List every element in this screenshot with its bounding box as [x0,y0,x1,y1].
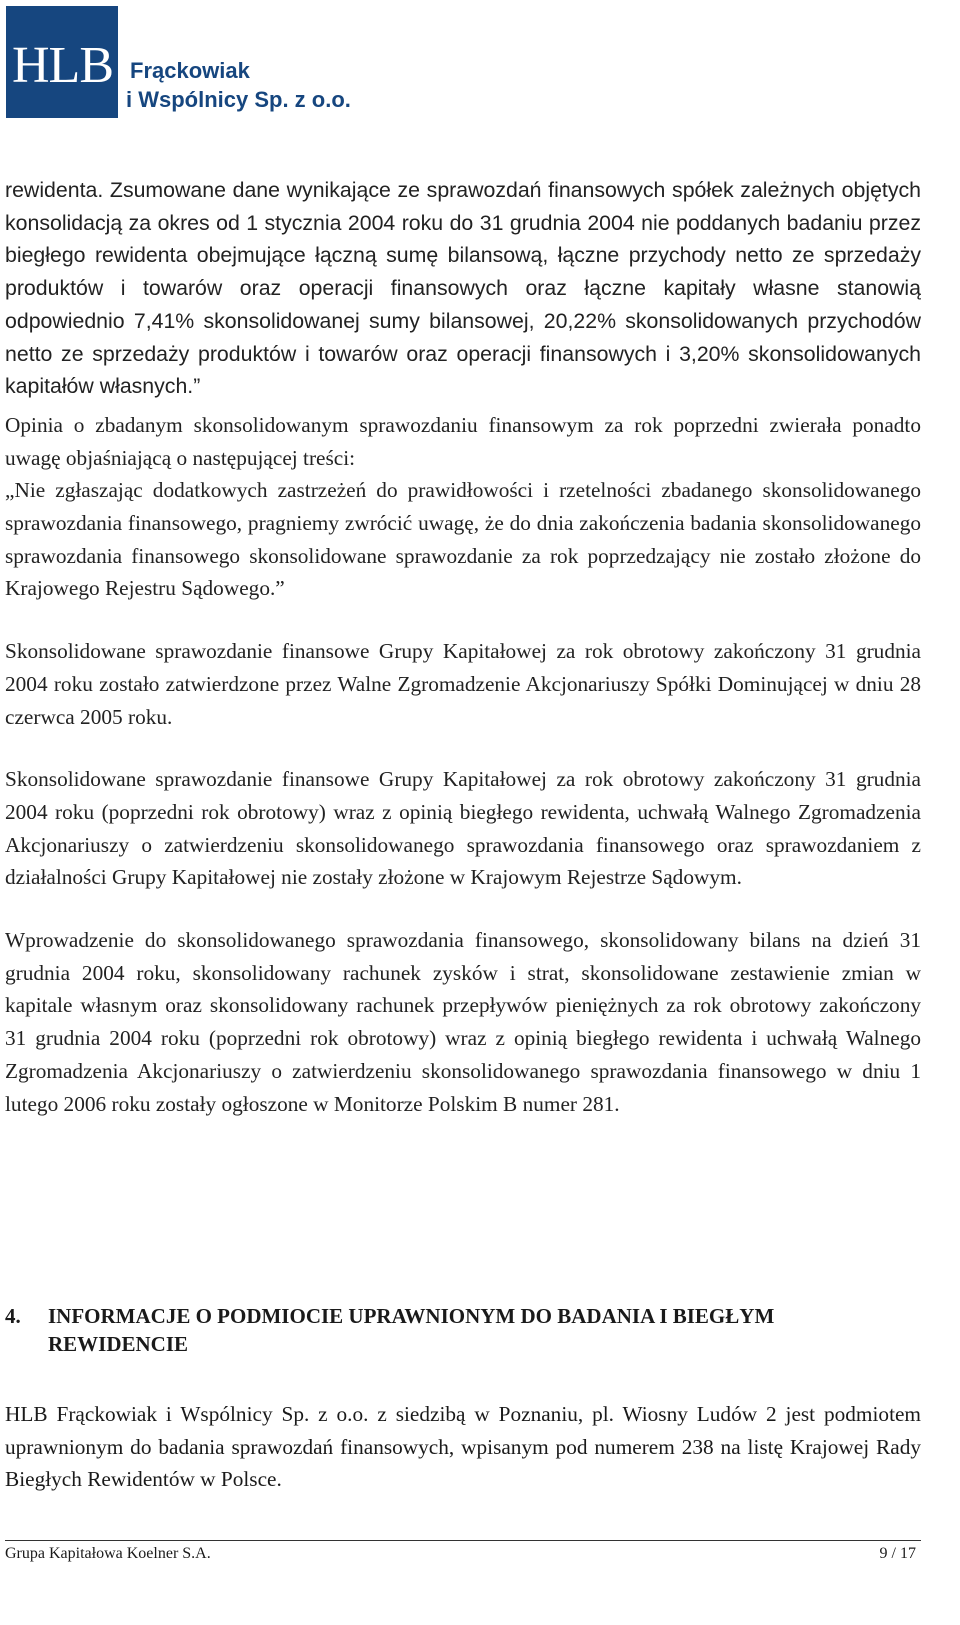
footer-divider [5,1540,921,1541]
logo-mark [6,6,118,118]
paragraph: Wprowadzenie do skonsolidowanego sprawozdania finansowego, skonsolidowany bilans na dzień 31 grudnia 2004 roku, skonsolidowany rachunek zysków i strat, skonsolidowane zestawienie zmian w kapitale własnym oraz skonsolidowany rachunek przepływów pieniężnych za rok obrotowy zakończony 31 grudnia 2004 roku (poprzedni rok obrotowy) wraz z opinią biegłego rewidenta i uchwałą Walnego Zgromadzenia Akcjonariuszy o zatwierdzeniu skonsolidowanego sprawozdania finansowego w dniu 1 lutego 2006 roku zostały ogłoszone w Monitorze Polskim B numer 281. [5,928,921,1116]
logo-line-1: Frąckowiak [130,58,250,83]
company-logo [6,6,466,118]
paragraph: rewidenta. Zsumowane dane wynikające ze sprawozdań finansowych spółek zależnych objętych konsolidacją za okres od 1 stycznia 2004 roku do 31 grudnia 2004 nie poddanych badaniu przez biegłego rewidenta obejmujące łączną sumę bilansową, łączne przychody netto ze sprzedaży produktów i towarów oraz operacji finansowych oraz łączne kapitały własne stanowią odpowiednio 7,41% skonsolidowanej sumy bilansowej, 20,22% skonsolidowanych przychodów netto ze sprzedaży produktów i towarów oraz operacji finansowych i 3,20% skonsolidowanych kapitałów własnych.” [5,178,921,399]
logo-line-2: i Wspólnicy Sp. z o.o. [126,87,351,112]
logo-mark-text: HLB [12,37,113,94]
quoted-paragraph: „Nie zgłaszając dodatkowych zastrzeżeń do prawidłowości i rzetelności zbadanego skonsolidowanego sprawozdania finansowego, pragniemy zwrócić uwagę, że do dnia zakończenia badania skonsolidowanego sprawozdania finansowego skonsolidowane sprawozdanie za rok poprzedzający nie zostało złożone do Krajowego Rejestru Sądowego.” [5,478,921,601]
section-body: HLB Frąckowiak i Wspólnicy Sp. z o.o. z siedzibą w Poznaniu, pl. Wiosny Ludów 2 jest podmiotem uprawnionym do badania sprawozdań finansowych, wpisanym pod numerem 238 na listę Krajowej Rady Biegłych Rewidentów w Polsce. [5,1402,921,1492]
footer-company: Grupa Kapitałowa Koelner S.A. [5,1545,211,1562]
document-body [5,174,921,1120]
section-number: 4. [5,1304,21,1328]
paragraph: Opinia o zbadanym skonsolidowanym sprawozdaniu finansowym za rok poprzedni zwierała ponadto uwagę objaśniającą o następującej treści: [5,412,921,470]
paragraph: Skonsolidowane sprawozdanie finansowe Grupy Kapitałowej za rok obrotowy zakończony 31 grudnia 2004 roku (poprzedni rok obrotowy) wraz z opinią biegłego rewidenta, uchwałą Walnego Zgromadzenia Akcjonariuszy o zatwierdzeniu skonsolidowanego sprawozdania finansowego oraz sprawozdaniem z działalności Grupy Kapitałowej nie zostały złożone w Krajowym Rejestrze Sądowym. [5,767,921,890]
page-number: 9 / 17 [879,1545,916,1562]
section-title: INFORMACJE O PODMIOCIE UPRAWNIONYM DO BADANIA I BIEGŁYM REWIDENCIE [48,1304,775,1356]
paragraph: Skonsolidowane sprawozdanie finansowe Grupy Kapitałowej za rok obrotowy zakończony 31 grudnia 2004 roku zostało zatwierdzone przez Walne Zgromadzenie Akcjonariuszy Spółki Dominującej w dniu 28 czerwca 2005 roku. [5,639,921,729]
